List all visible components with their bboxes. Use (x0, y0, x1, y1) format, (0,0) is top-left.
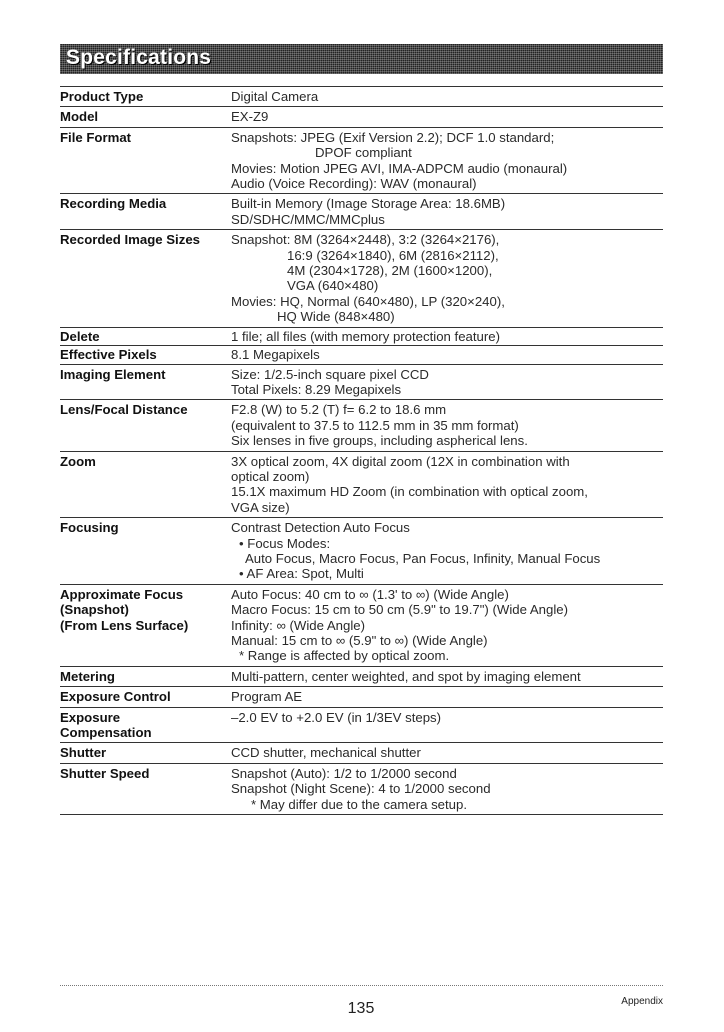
spec-label (60, 763, 231, 814)
spec-value-line: Macro Focus: 15 cm to 50 cm (5.9" to 19.7") (Wide Angle) (231, 602, 568, 618)
spec-value-line: Snapshot (Night Scene): 4 to 1/2000 second (231, 781, 491, 797)
spec-label-line: Effective Pixels (60, 347, 157, 363)
spec-label-line: (Snapshot) (60, 602, 129, 618)
spec-value (231, 194, 663, 230)
spec-row (60, 584, 663, 666)
spec-value (231, 400, 663, 451)
spec-value-line: SD/SDHC/MMC/MMCplus (231, 211, 385, 227)
spec-value-line: EX-Z9 (231, 109, 269, 125)
spec-label-line: Exposure (60, 709, 121, 725)
spec-label-line: Delete (60, 328, 100, 344)
spec-label (60, 127, 231, 194)
spec-row (60, 707, 663, 743)
spec-label-line: Shutter (60, 745, 107, 761)
spec-row (60, 194, 663, 230)
spec-label-line: Compensation (60, 725, 152, 741)
spec-value-line: Snapshot: 8M (3264×2448), 3:2 (3264×2176), (231, 232, 500, 248)
spec-label (60, 346, 231, 364)
spec-label (60, 707, 231, 743)
spec-value-line: Movies: Motion JPEG AVI, IMA-ADPCM audio (monaural) (231, 160, 568, 176)
spec-row (60, 364, 663, 400)
spec-value (231, 230, 663, 327)
spec-value-line: F2.8 (W) to 5.2 (T) f= 6.2 to 18.6 mm (231, 402, 447, 418)
spec-label (60, 451, 231, 518)
spec-value (231, 518, 663, 585)
spec-value (231, 127, 663, 194)
spec-label-line: Exposure Control (60, 689, 171, 705)
spec-row (60, 666, 663, 686)
spec-label (60, 194, 231, 230)
page-title: Specifications (66, 46, 212, 69)
spec-label (60, 230, 231, 327)
spec-row (60, 230, 663, 327)
spec-row (60, 127, 663, 194)
spec-label-line: Shutter Speed (60, 765, 150, 781)
footer-divider (60, 985, 663, 986)
spec-value (231, 763, 663, 814)
spec-label (60, 87, 231, 107)
spec-row (60, 400, 663, 451)
spec-value-line: Snapshots: JPEG (Exif Version 2.2); DCF 1.0 standard; (231, 129, 555, 145)
spec-value-line: –2.0 EV to +2.0 EV (in 1/3EV steps) (231, 709, 442, 725)
spec-value-line: Program AE (231, 689, 303, 705)
spec-label-line: Recording Media (60, 196, 167, 212)
specifications-table (60, 86, 663, 815)
spec-value-line: 15.1X maximum HD Zoom (in combination with optical zoom, (231, 484, 588, 500)
spec-value-line: 16:9 (3264×1840), 6M (2816×2112), (287, 247, 499, 263)
spec-row (60, 87, 663, 107)
spec-label (60, 364, 231, 400)
spec-value-line: VGA size) (231, 499, 290, 515)
spec-value-line: Contrast Detection Auto Focus (231, 520, 410, 536)
spec-value-line: VGA (640×480) (287, 278, 379, 294)
spec-label-line: Recorded Image Sizes (60, 232, 200, 248)
spec-value-line: * Range is affected by optical zoom. (239, 648, 450, 664)
spec-row (60, 107, 663, 127)
spec-value (231, 107, 663, 127)
spec-value (231, 346, 663, 364)
spec-value-line: Digital Camera (231, 89, 319, 104)
spec-row (60, 687, 663, 707)
spec-row (60, 346, 663, 364)
spec-value-line: Size: 1/2.5-inch square pixel CCD (231, 366, 429, 382)
spec-row (60, 327, 663, 345)
spec-value (231, 327, 663, 345)
spec-label-line: Approximate Focus (60, 586, 184, 602)
spec-value-line: Multi-pattern, center weighted, and spot by imaging element (231, 668, 581, 684)
spec-value-line: Total Pixels: 8.29 Megapixels (231, 381, 402, 397)
spec-value (231, 451, 663, 518)
spec-value-line: Built-in Memory (Image Storage Area: 18.6MB) (231, 196, 506, 212)
spec-value-line: • Focus Modes: (239, 535, 331, 551)
spec-row (60, 743, 663, 763)
spec-label-line: Zoom (60, 453, 96, 469)
spec-value (231, 743, 663, 763)
section-label: Appendix (621, 996, 663, 1007)
spec-value-line: DPOF compliant (315, 145, 412, 161)
spec-value (231, 364, 663, 400)
spec-label (60, 584, 231, 666)
spec-label (60, 327, 231, 345)
spec-label (60, 743, 231, 763)
spec-label-line: Lens/Focal Distance (60, 402, 188, 418)
spec-label-line: Product Type (60, 89, 144, 104)
spec-value (231, 584, 663, 666)
spec-row (60, 763, 663, 814)
spec-value-line: • AF Area: Spot, Multi (239, 566, 364, 582)
spec-label (60, 107, 231, 127)
spec-value-line: 1 file; all files (with memory protection feature) (231, 328, 500, 344)
spec-label (60, 400, 231, 451)
spec-value (231, 707, 663, 743)
spec-value-line: 8.1 Megapixels (231, 347, 320, 363)
spec-label (60, 518, 231, 585)
spec-value (231, 666, 663, 686)
spec-value-line: CCD shutter, mechanical shutter (231, 745, 421, 761)
spec-value-line: (equivalent to 37.5 to 112.5 mm in 35 mm format) (231, 417, 519, 433)
spec-label-line: Focusing (60, 520, 119, 536)
spec-value-line: Audio (Voice Recording): WAV (monaural) (231, 176, 477, 192)
spec-value (231, 87, 663, 107)
page-number: 135 (347, 1000, 375, 1017)
spec-value-line: 3X optical zoom, 4X digital zoom (12X in combination with (231, 453, 570, 469)
spec-value-line: optical zoom) (231, 468, 310, 484)
spec-value (231, 687, 663, 707)
spec-value-line: Auto Focus: 40 cm to ∞ (1.3' to ∞) (Wide Angle) (231, 586, 509, 602)
spec-value-line: * May differ due to the camera setup. (251, 796, 468, 812)
spec-value-line: Auto Focus, Macro Focus, Pan Focus, Infinity, Manual Focus (245, 550, 601, 566)
spec-row (60, 518, 663, 585)
spec-value-line: Six lenses in five groups, including aspherical lens. (231, 433, 528, 449)
spec-label-line: Metering (60, 668, 115, 684)
spec-label (60, 666, 231, 686)
spec-value-line: Movies: HQ, Normal (640×480), LP (320×240), (231, 293, 505, 309)
spec-value-line: 4M (2304×1728), 2M (1600×1200), (287, 263, 493, 279)
spec-label-line: Imaging Element (60, 366, 166, 382)
spec-value-line: Snapshot (Auto): 1/2 to 1/2000 second (231, 765, 457, 781)
spec-label (60, 687, 231, 707)
spec-row (60, 451, 663, 518)
spec-label-line: Model (60, 109, 99, 125)
spec-value-line: Infinity: ∞ (Wide Angle) (231, 617, 365, 633)
spec-value-line: Manual: 15 cm to ∞ (5.9" to ∞) (Wide Angle) (231, 633, 488, 648)
spec-label-line: File Format (60, 129, 132, 145)
spec-label-line: (From Lens Surface) (60, 617, 189, 633)
specifications-table-body (60, 87, 663, 815)
section-banner (60, 44, 663, 74)
spec-value-line: HQ Wide (848×480) (277, 309, 395, 325)
